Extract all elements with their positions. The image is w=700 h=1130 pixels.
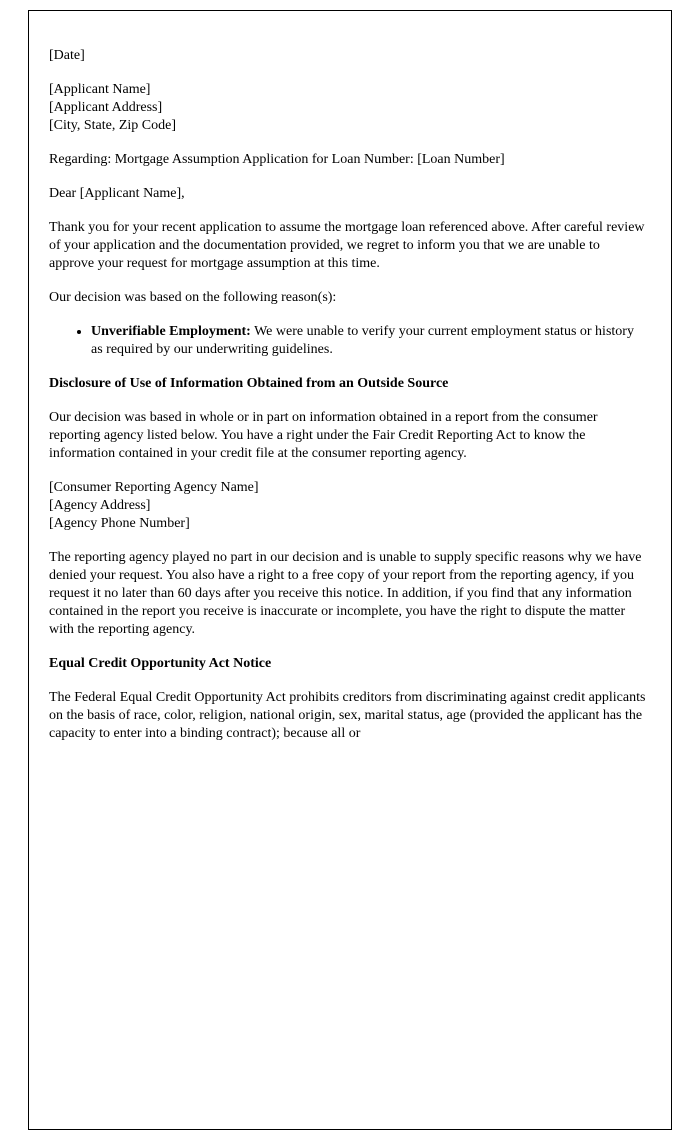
letter-page — [28, 10, 672, 1130]
reason-label: Unverifiable Employment: — [91, 324, 251, 339]
recipient-name-line: [Applicant Name] — [49, 82, 151, 97]
agency-name-line: [Consumer Reporting Agency Name] — [49, 480, 259, 495]
ecoa-heading: Equal Credit Opportunity Act Notice — [49, 656, 272, 671]
reason-text: We were unable to verify your current employment status or history as required by our underwriting guidelines. — [91, 324, 634, 357]
disclosure-heading: Disclosure of Use of Information Obtained from an Outside Source — [49, 376, 449, 391]
salutation-line: Dear [Applicant Name], — [49, 186, 185, 201]
disclosure-paragraph-1: Our decision was based in whole or in part on information obtained in a report from the consumer reporting agency listed below. You have a right under the Fair Credit Reporting Act to know the information contained in your credit file at the consumer reporting agency. — [49, 410, 598, 461]
disclosure-paragraph-2: The reporting agency played no part in our decision and is unable to supply specific reasons why we have denied your request. You also have a right to a free copy of your report from the reporting agency, if you request it no later than 60 days after you receive this notice. In addition, if you find that any information contained in the report you receive is inaccurate or incomplete, you have the right to dispute the matter with the reporting agency. — [49, 550, 642, 637]
agency-phone-line: [Agency Phone Number] — [49, 516, 190, 531]
agency-block — [49, 479, 647, 533]
reason-item — [91, 323, 647, 359]
date-line: [Date] — [49, 48, 85, 63]
reasons-intro-line: Our decision was based on the following reason(s): — [49, 290, 337, 305]
letter-content — [29, 11, 671, 743]
ecoa-paragraph: The Federal Equal Credit Opportunity Act prohibits creditors from discriminating against credit applicants on the basis of race, color, religion, national origin, sex, marital status, age (provided the applicant has the capacity to enter into a binding contract); because all or — [49, 690, 646, 741]
subject-line: Regarding: Mortgage Assumption Application for Loan Number: [Loan Number] — [49, 152, 505, 167]
agency-address-line: [Agency Address] — [49, 498, 151, 513]
recipient-block — [49, 81, 647, 135]
recipient-address-line: [Applicant Address] — [49, 100, 163, 115]
reason-list — [49, 323, 647, 359]
recipient-city-state-zip-line: [City, State, Zip Code] — [49, 118, 177, 133]
intro-paragraph: Thank you for your recent application to assume the mortgage loan referenced above. After careful review of your application and the documentation provided, we regret to inform you that we are unable to approve your request for mortgage assumption at this time. — [49, 220, 645, 271]
